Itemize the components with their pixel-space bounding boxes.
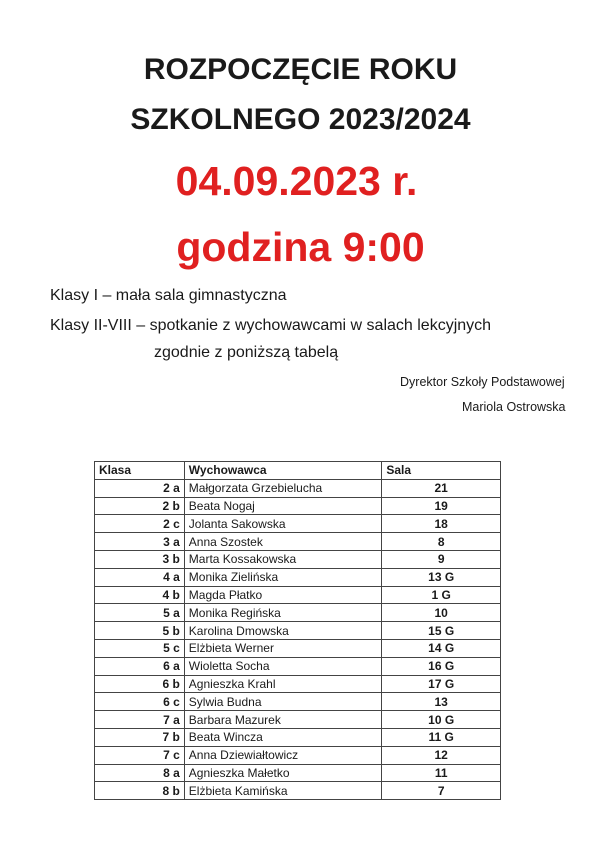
cell-klasa: 8 b	[95, 782, 185, 800]
table-row	[95, 479, 501, 497]
cell-wychowawca: Agnieszka Małetko	[184, 764, 382, 782]
table-row	[95, 622, 501, 640]
cell-wychowawca: Marta Kossakowska	[184, 550, 382, 568]
table-body	[95, 479, 501, 799]
cell-sala: 12	[382, 746, 501, 764]
cell-wychowawca: Elżbieta Werner	[184, 639, 382, 657]
class-assignment-table	[94, 461, 501, 800]
info-line-class-1: Klasy I – mała sala gimnastyczna	[50, 287, 287, 304]
title-line-2: SZKOLNEGO 2023/2024	[130, 103, 471, 136]
signature-name: Mariola Ostrowska	[462, 400, 566, 414]
cell-wychowawca: Małgorzata Grzebielucha	[184, 479, 382, 497]
cell-sala: 7	[382, 782, 501, 800]
title-line-1: ROZPOCZĘCIE ROKU	[143, 53, 458, 86]
cell-klasa: 5 a	[95, 604, 185, 622]
table-row	[95, 568, 501, 586]
cell-klasa: 3 a	[95, 533, 185, 551]
table-row	[95, 515, 501, 533]
cell-klasa: 2 b	[95, 497, 185, 515]
cell-sala: 19	[382, 497, 501, 515]
cell-klasa: 3 b	[95, 550, 185, 568]
cell-wychowawca: Beata Nogaj	[184, 497, 382, 515]
table-row	[95, 675, 501, 693]
table-row	[95, 533, 501, 551]
cell-klasa: 2 c	[95, 515, 185, 533]
cell-sala: 15 G	[382, 622, 501, 640]
cell-klasa: 5 b	[95, 622, 185, 640]
signature-role: Dyrektor Szkoły Podstawowej	[400, 375, 565, 389]
cell-wychowawca: Jolanta Sakowska	[184, 515, 382, 533]
cell-klasa: 5 c	[95, 639, 185, 657]
event-time: godzina 9:00	[176, 224, 425, 270]
table-row	[95, 711, 501, 729]
cell-sala: 14 G	[382, 639, 501, 657]
cell-sala: 17 G	[382, 675, 501, 693]
cell-sala: 18	[382, 515, 501, 533]
header-wychowawca: Wychowawca	[184, 462, 382, 480]
cell-klasa: 2 a	[95, 479, 185, 497]
event-date: 04.09.2023 r.	[175, 158, 418, 204]
cell-sala: 13 G	[382, 568, 501, 586]
table-row	[95, 497, 501, 515]
cell-klasa: 4 b	[95, 586, 185, 604]
cell-wychowawca: Sylwia Budna	[184, 693, 382, 711]
table-row	[95, 586, 501, 604]
table-row	[95, 639, 501, 657]
table-row	[95, 782, 501, 800]
header-klasa: Klasa	[95, 462, 185, 480]
cell-klasa: 4 a	[95, 568, 185, 586]
cell-wychowawca: Monika Regińska	[184, 604, 382, 622]
cell-wychowawca: Monika Zielińska	[184, 568, 382, 586]
table-row	[95, 728, 501, 746]
cell-wychowawca: Anna Dziewiałtowicz	[184, 746, 382, 764]
cell-sala: 10 G	[382, 711, 501, 729]
cell-wychowawca: Anna Szostek	[184, 533, 382, 551]
cell-sala: 8	[382, 533, 501, 551]
info-line-table-note: zgodnie z poniższą tabelą	[154, 344, 339, 361]
cell-klasa: 6 c	[95, 693, 185, 711]
cell-wychowawca: Barbara Mazurek	[184, 711, 382, 729]
cell-sala: 11 G	[382, 728, 501, 746]
cell-sala: 1 G	[382, 586, 501, 604]
cell-klasa: 7 c	[95, 746, 185, 764]
header-sala: Sala	[382, 462, 501, 480]
cell-wychowawca: Magda Płatko	[184, 586, 382, 604]
cell-sala: 9	[382, 550, 501, 568]
table-row	[95, 550, 501, 568]
table-row	[95, 693, 501, 711]
cell-sala: 10	[382, 604, 501, 622]
cell-klasa: 8 a	[95, 764, 185, 782]
cell-sala: 13	[382, 693, 501, 711]
cell-wychowawca: Karolina Dmowska	[184, 622, 382, 640]
cell-klasa: 7 a	[95, 711, 185, 729]
table-header-row	[95, 462, 501, 480]
cell-klasa: 6 a	[95, 657, 185, 675]
cell-wychowawca: Elżbieta Kamińska	[184, 782, 382, 800]
table-row	[95, 657, 501, 675]
cell-sala: 16 G	[382, 657, 501, 675]
table-row	[95, 764, 501, 782]
info-line-classes-2-8: Klasy II-VIII – spotkanie z wychowawcami w salach lekcyjnych	[50, 317, 492, 334]
cell-sala: 11	[382, 764, 501, 782]
cell-sala: 21	[382, 479, 501, 497]
cell-wychowawca: Agnieszka Krahl	[184, 675, 382, 693]
table-row	[95, 604, 501, 622]
cell-wychowawca: Beata Wincza	[184, 728, 382, 746]
table-row	[95, 746, 501, 764]
cell-klasa: 7 b	[95, 728, 185, 746]
cell-wychowawca: Wioletta Socha	[184, 657, 382, 675]
cell-klasa: 6 b	[95, 675, 185, 693]
